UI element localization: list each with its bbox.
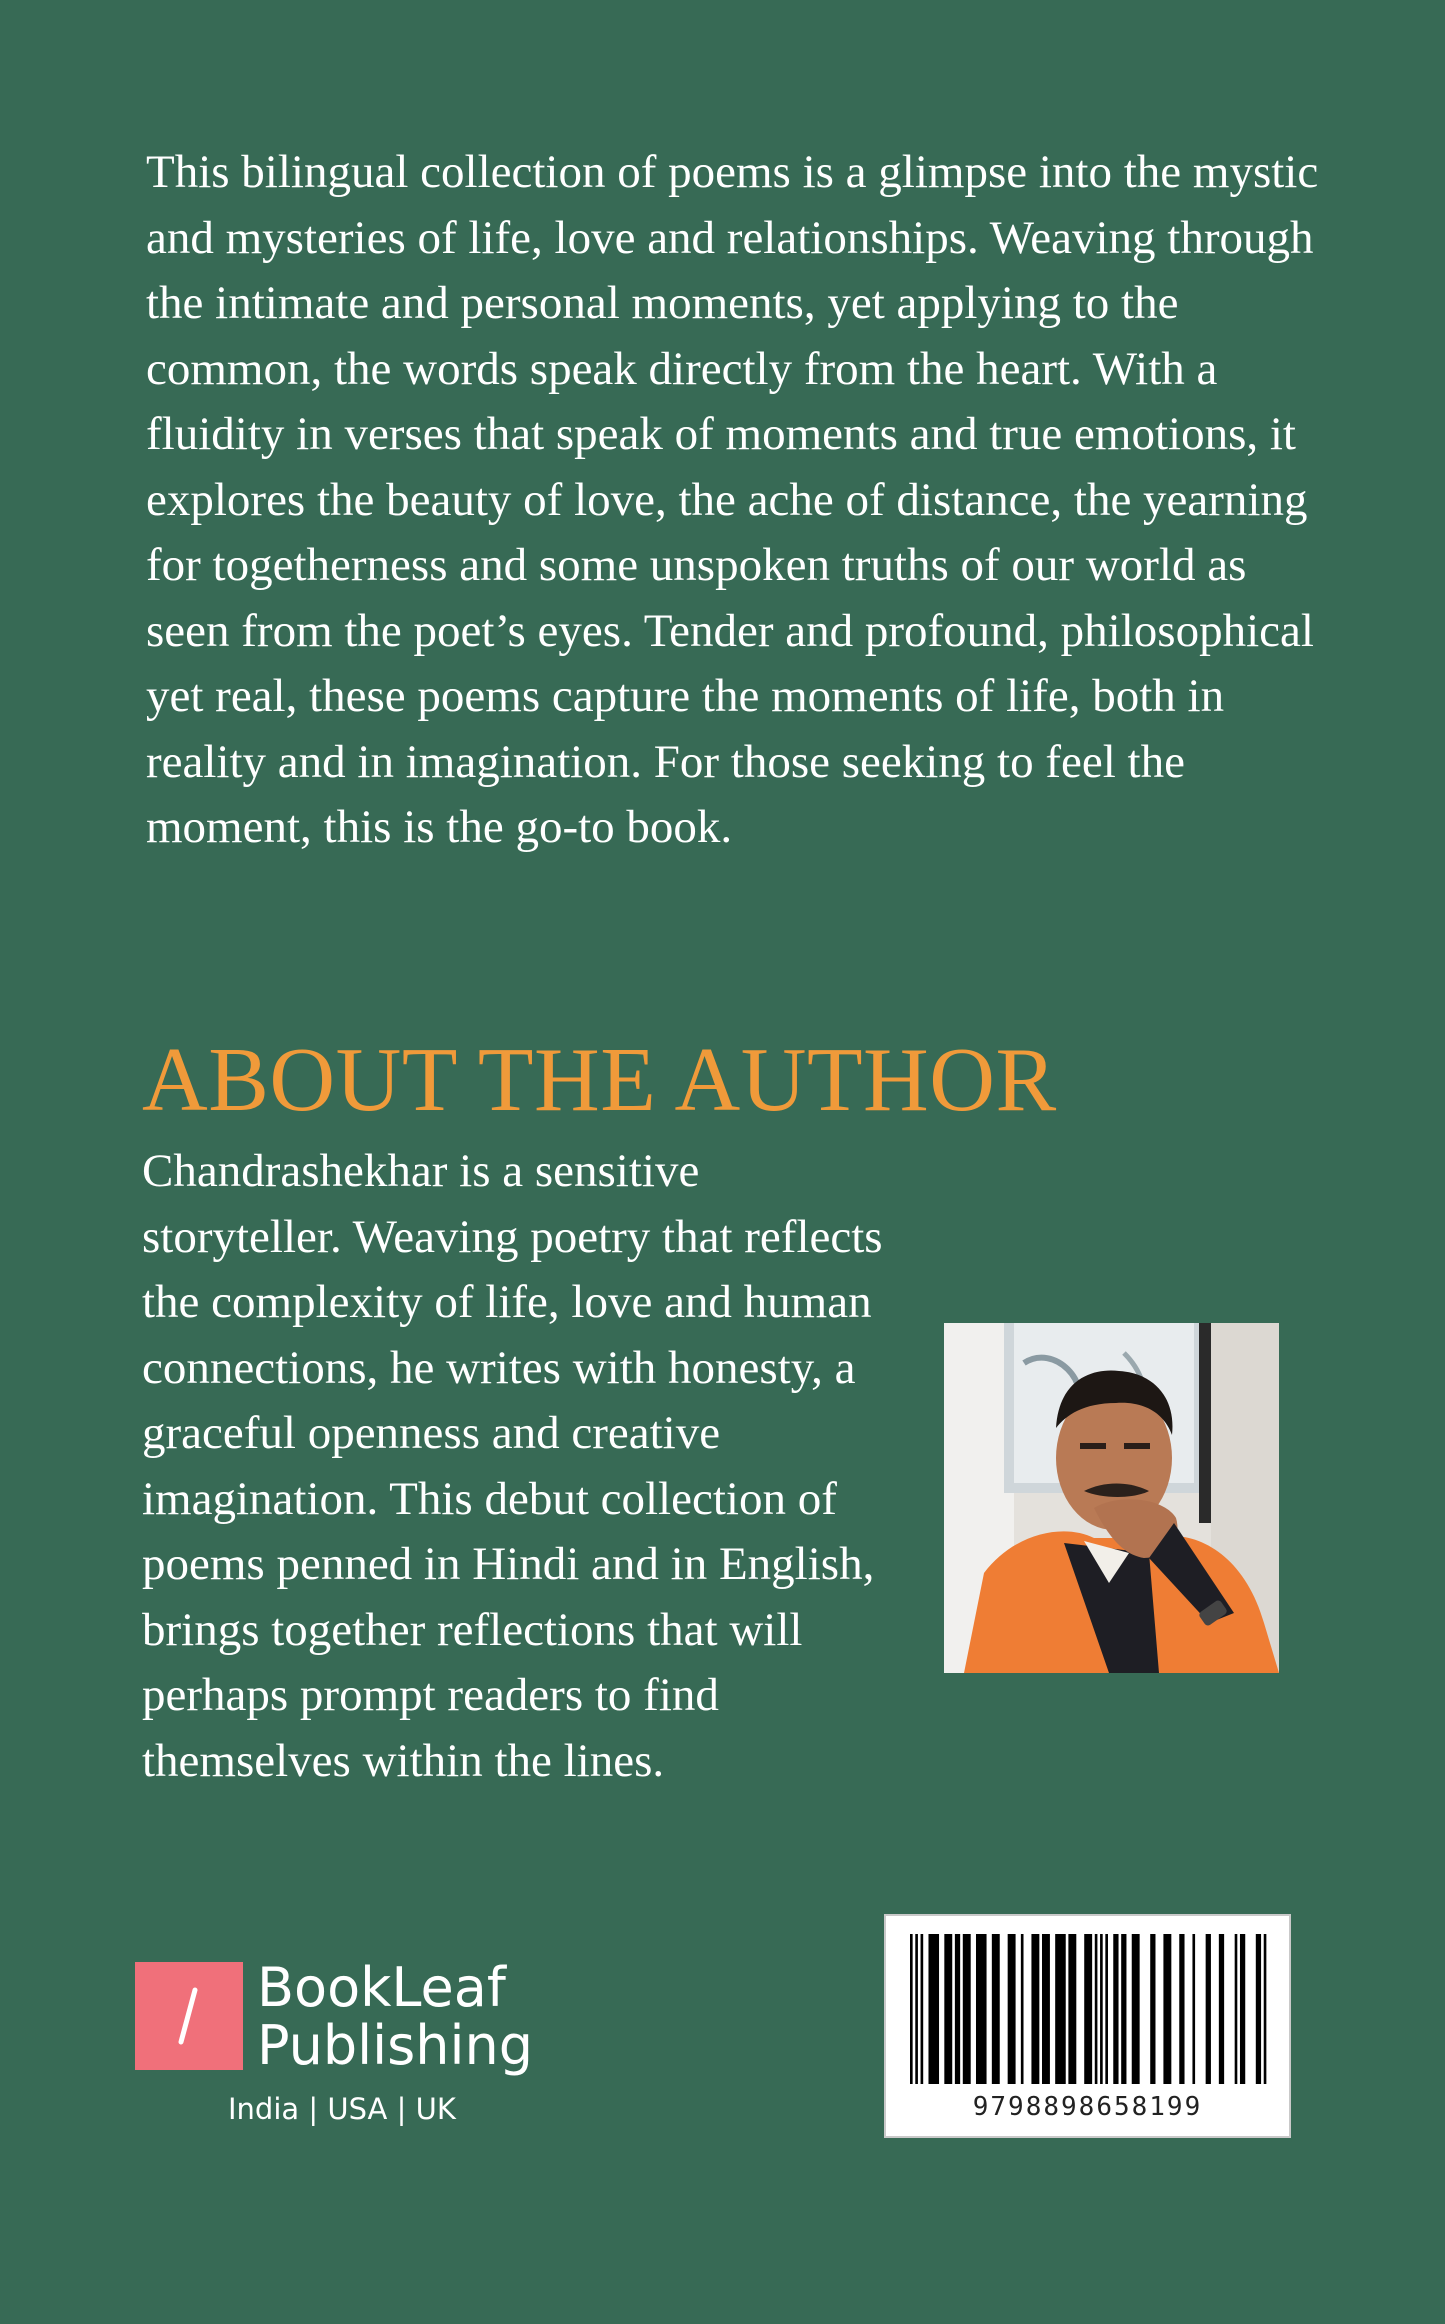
barcode-bar	[1068, 1934, 1076, 2084]
author-photo	[944, 1323, 1279, 1673]
author-bio: Chandrashekhar is a sensitive storyteller. Weaving poetry that reflects the complexity of life, love and human connections, he writes with honesty, a graceful openness and creative imagination. This debut collection of poems penned in Hindi and in English, brings together reflections that will perhaps prompt readers to find themselves within the lines.	[142, 1145, 883, 1787]
barcode-bar	[944, 1934, 952, 2084]
barcode-bar	[992, 1934, 1000, 2084]
barcode-bar	[1150, 1934, 1155, 2084]
publisher-regions: India | USA | UK	[228, 2092, 456, 2126]
barcode-bar	[1042, 1934, 1050, 2084]
barcode-bar	[1192, 1934, 1195, 2084]
barcode-bar	[928, 1934, 939, 2084]
publisher-name-line2: Publishing	[257, 2014, 533, 2077]
barcode-bar	[1219, 1934, 1224, 2084]
barcode-bar	[1021, 1934, 1024, 2084]
barcode-bar	[955, 1934, 960, 2084]
barcode-bar	[1105, 1934, 1108, 2084]
barcode-bar	[1264, 1934, 1267, 2084]
isbn-number: 9798898658199	[972, 2092, 1203, 2122]
book-blurb: This bilingual collection of poems is a glimpse into the mystic and mysteries of life, love and relationships. Weaving through the intimate and personal moments, yet applying to the common, the words speak directly from the heart. With a fluidity in verses that speak of moments and true emotions, it explores the beauty of love, the ache of distance, the yearning for togetherness and some unspoken truths of our world as seen from the poet’s eyes. Tender and profound, philosophical yet real, these poems capture the moments of life, both in reality and in imagination. For those seeking to feel the moment, this is the go-to book.	[146, 146, 1319, 853]
barcode-bar	[1008, 1934, 1016, 2084]
about-author-heading: ABOUT THE AUTHOR	[142, 1029, 1057, 1130]
barcode-bar	[1113, 1934, 1118, 2084]
barcode-bar	[1031, 1934, 1039, 2084]
barcode-bar	[1095, 1934, 1098, 2084]
barcode-bars	[910, 1934, 1269, 2084]
publisher-mark	[135, 1962, 243, 2070]
barcode-bar	[1256, 1934, 1261, 2084]
barcode-bar	[1240, 1934, 1245, 2084]
publisher-name-line1: BookLeaf	[257, 1956, 506, 2019]
barcode-bar	[976, 1934, 987, 2084]
barcode-bar	[921, 1934, 924, 2084]
barcode-bar	[963, 1934, 971, 2084]
barcode-bar	[1100, 1934, 1103, 2084]
barcode-bar	[1235, 1934, 1238, 2084]
barcode-bar	[1179, 1934, 1184, 2084]
publisher-logo	[135, 1956, 555, 2132]
barcode-bar	[1055, 1934, 1066, 2084]
barcode-bar	[1163, 1934, 1171, 2084]
barcode-bar	[915, 1934, 918, 2084]
barcode-bar	[910, 1934, 913, 2084]
barcode-bar	[1132, 1934, 1140, 2084]
isbn-barcode	[884, 1914, 1291, 2138]
barcode-bar	[1084, 1934, 1092, 2084]
barcode-bar	[1121, 1934, 1126, 2084]
barcode-bar	[1206, 1934, 1211, 2084]
